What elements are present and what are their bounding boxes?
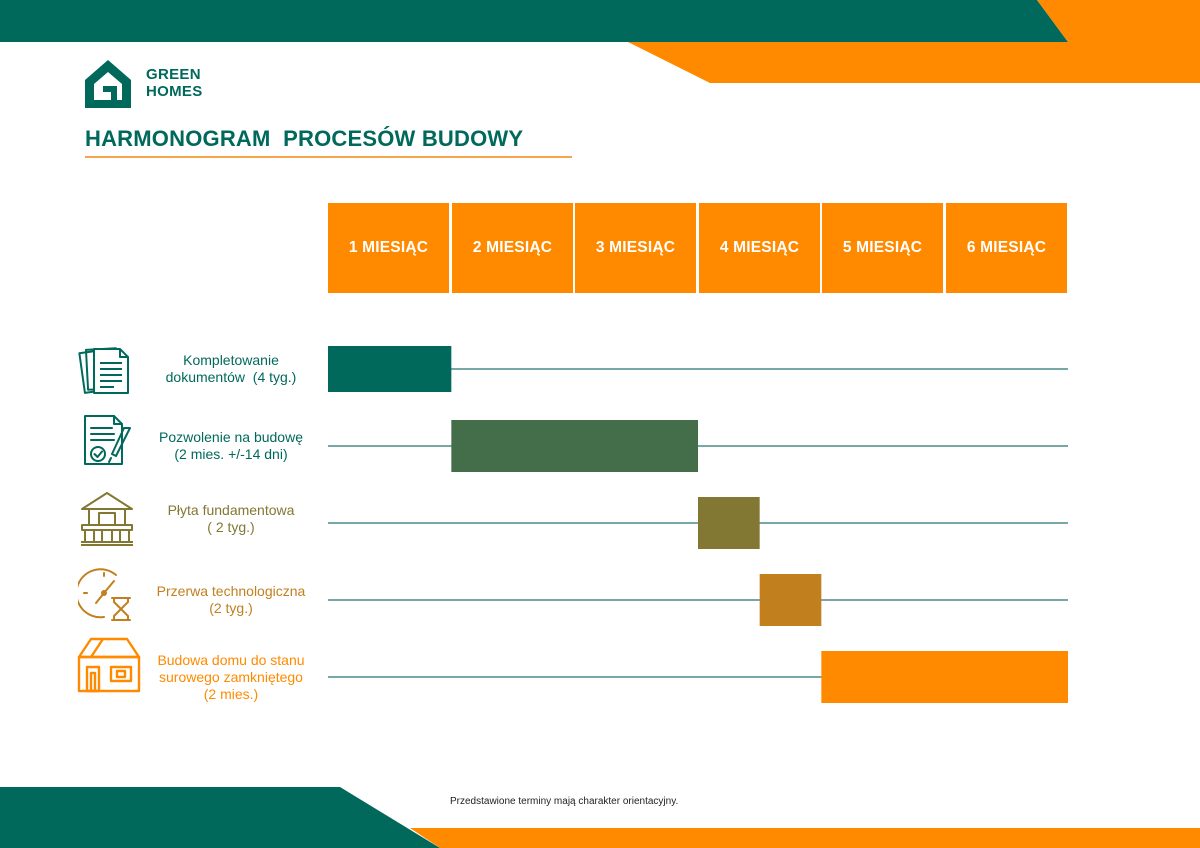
task-label-3: Płyta fundamentowa ( 2 tyg.) xyxy=(167,502,295,535)
month-header-6: 6 MIESIĄC xyxy=(946,203,1067,293)
month-header-1: 1 MIESIĄC xyxy=(328,203,449,293)
documents-icon xyxy=(78,343,132,397)
task-bar-4 xyxy=(760,574,822,626)
month-header-5: 5 MIESIĄC xyxy=(822,203,943,293)
month-header-3: 3 MIESIĄC xyxy=(575,203,696,293)
permit-document-icon xyxy=(80,414,134,468)
task-bar-2 xyxy=(451,420,698,472)
task-label-4: Przerwa technologiczna (2 tyg.) xyxy=(156,583,306,616)
task-label-1: Kompletowanie dokumentów (4 tyg.) xyxy=(165,352,297,385)
task-label-2: Pozwolenie na budowę (2 mies. +/-14 dni) xyxy=(159,429,303,462)
task-bar-5 xyxy=(821,651,1068,703)
task-label-5: Budowa domu do stanu surowego zamkniętego (2 mies.) xyxy=(157,652,305,702)
task-bar-1 xyxy=(328,346,451,392)
house-outline-icon xyxy=(77,637,141,693)
month-header-2: 2 MIESIĄC xyxy=(452,203,573,293)
page-title: HARMONOGRAM PROCESÓW BUDOWY xyxy=(85,126,524,151)
logo-line-1: GREEN xyxy=(146,66,201,83)
logo-line-2: HOMES xyxy=(146,83,203,100)
month-header-4: 4 MIESIĄC xyxy=(699,203,820,293)
footnote: Przedstawione terminy mają charakter orientacyjny. xyxy=(450,796,679,807)
task-bar-3 xyxy=(698,497,760,549)
clock-hourglass-icon xyxy=(78,565,134,621)
foundation-slab-icon xyxy=(79,491,135,547)
